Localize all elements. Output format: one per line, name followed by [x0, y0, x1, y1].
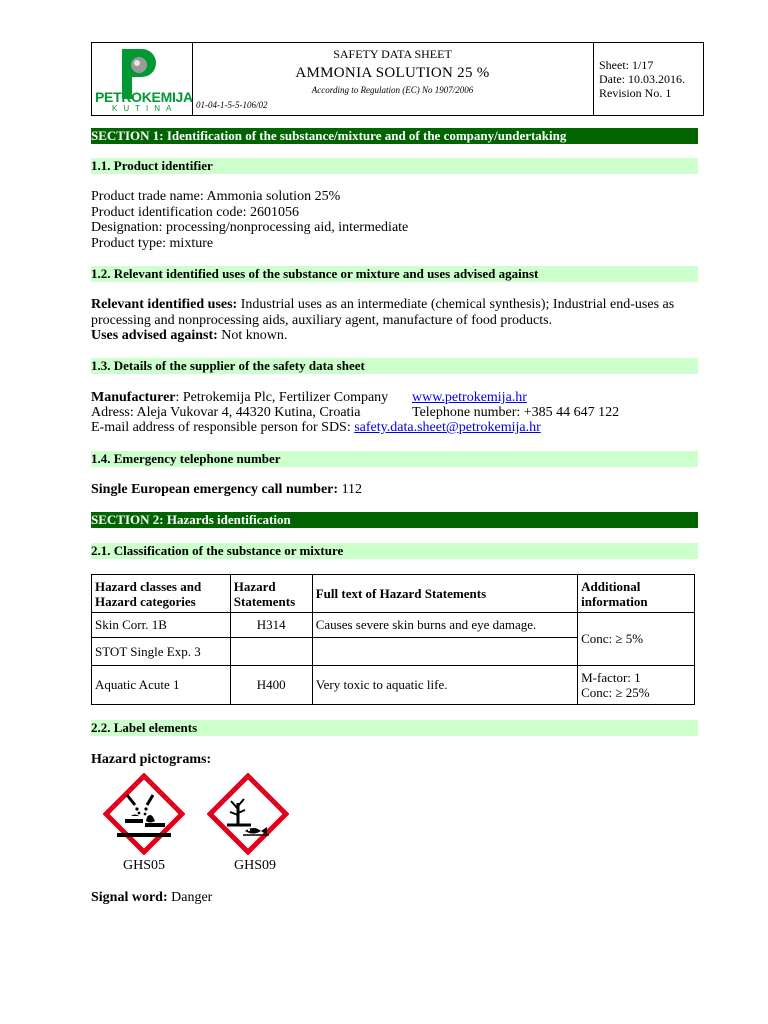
doc-type: SAFETY DATA SHEET — [333, 47, 452, 61]
hazard-code: H314 — [230, 613, 312, 638]
manufacturer-text: : Petrokemija Plc, Fertilizer Company — [175, 390, 389, 405]
hazard-code: H400 — [230, 666, 312, 705]
document-code: 01-04-1-5-5-106/02 — [196, 100, 268, 110]
corrosion-icon — [103, 773, 185, 855]
signal-word — [91, 890, 212, 906]
additional-info: Conc: ≥ 5% — [578, 613, 695, 666]
signal-word-label: Signal word: — [91, 890, 168, 905]
document-header — [91, 42, 704, 116]
signal-word-value: Danger — [167, 890, 213, 905]
subsection-1-4-title: 1.4. Emergency telephone number — [91, 451, 698, 467]
environment-icon — [207, 773, 289, 855]
identified-uses-line2: processing and nonprocessing aids, auxiliary agent, manufacture of food products. — [91, 313, 553, 328]
emergency-label: Single European emergency call number: — [91, 482, 339, 497]
email-line — [91, 420, 541, 436]
designation: Designation: processing/nonprocessing aid, intermediate — [91, 220, 409, 235]
pictogram-code-ghs09: GHS09 — [234, 858, 277, 873]
concentration: Conc: ≥ 25% — [581, 685, 650, 700]
identified-uses-text: Industrial uses as an intermediate (chemical synthesis); Industrial end-uses as — [237, 297, 675, 312]
emergency-value: 112 — [338, 482, 363, 497]
email-label: E-mail address of responsible person for SDS: — [91, 420, 355, 435]
hazard-class: STOT Single Exp. 3 — [92, 638, 231, 666]
table-header: Hazard Statements — [230, 575, 312, 613]
revision-number: Revision No. 1 — [599, 86, 672, 100]
logo-text: PETROKEMIJA — [95, 89, 193, 105]
manufacturer-label: Manufacturer — [91, 390, 176, 405]
table-header-row — [92, 575, 695, 613]
logo-subtext: KUTINA — [112, 104, 178, 113]
identified-uses-line1 — [91, 297, 674, 313]
subsection-1-2-title: 1.2. Relevant identified uses of the substance or mixture and uses advised against — [91, 266, 698, 282]
manufacturer-line — [91, 390, 388, 406]
subsection-1-3-title: 1.3. Details of the supplier of the safety data sheet — [91, 358, 698, 374]
table-row — [92, 613, 695, 638]
product-id-code: Product identification code: 2601056 — [91, 205, 300, 220]
sheet-date: Date: 10.03.2016. — [599, 72, 685, 86]
website-link[interactable]: www.petrokemija.hr — [412, 390, 527, 405]
section-2-title: SECTION 2: Hazards identification — [91, 512, 698, 528]
table-row — [92, 666, 695, 705]
meta-cell — [593, 43, 704, 115]
uses-advised-against — [91, 328, 287, 344]
identified-uses-label: Relevant identified uses: — [91, 297, 238, 312]
table-header: Additional information — [578, 575, 695, 613]
hazard-classification-table — [91, 574, 695, 705]
hazard-class: Skin Corr. 1B — [92, 613, 231, 638]
address: Adress: Aleja Vukovar 4, 44320 Kutina, Croatia — [91, 405, 361, 420]
product-title: AMMONIA SOLUTION 25 % — [295, 65, 490, 81]
table-header: Full text of Hazard Statements — [312, 575, 577, 613]
regulation-note: According to Regulation (EC) No 1907/2006 — [311, 85, 474, 95]
pictogram-code-ghs05: GHS05 — [123, 858, 166, 873]
telephone: Telephone number: +385 44 647 122 — [412, 405, 620, 420]
emergency-number — [91, 482, 362, 498]
hazard-code — [230, 638, 312, 666]
section-1-title: SECTION 1: Identification of the substance/mixture and of the company/undertaking — [91, 128, 698, 144]
product-type: Product type: mixture — [91, 236, 214, 251]
subsection-2-1-title: 2.1. Classification of the substance or mixture — [91, 543, 698, 559]
logo-cell — [92, 43, 193, 115]
hazard-class: Aquatic Acute 1 — [92, 666, 231, 705]
sheet-number: Sheet: 1/17 — [599, 58, 654, 72]
subsection-2-2-title: 2.2. Label elements — [91, 720, 698, 736]
hazard-pictograms-label: Hazard pictograms: — [91, 752, 212, 767]
hazard-text — [312, 638, 577, 666]
additional-info — [578, 666, 695, 705]
advised-against-text: Not known. — [217, 328, 288, 343]
hazard-text: Very toxic to aquatic life. — [312, 666, 577, 705]
product-trade-name: Product trade name: Ammonia solution 25% — [91, 189, 341, 204]
email-link[interactable]: safety.data.sheet@petrokemija.hr — [354, 420, 541, 435]
hazard-text: Causes severe skin burns and eye damage. — [312, 613, 577, 638]
m-factor: M-factor: 1 — [581, 670, 641, 685]
subsection-1-1-title: 1.1. Product identifier — [91, 158, 698, 174]
advised-against-label: Uses advised against: — [91, 328, 218, 343]
table-header: Hazard classes and Hazard categories — [92, 575, 231, 613]
